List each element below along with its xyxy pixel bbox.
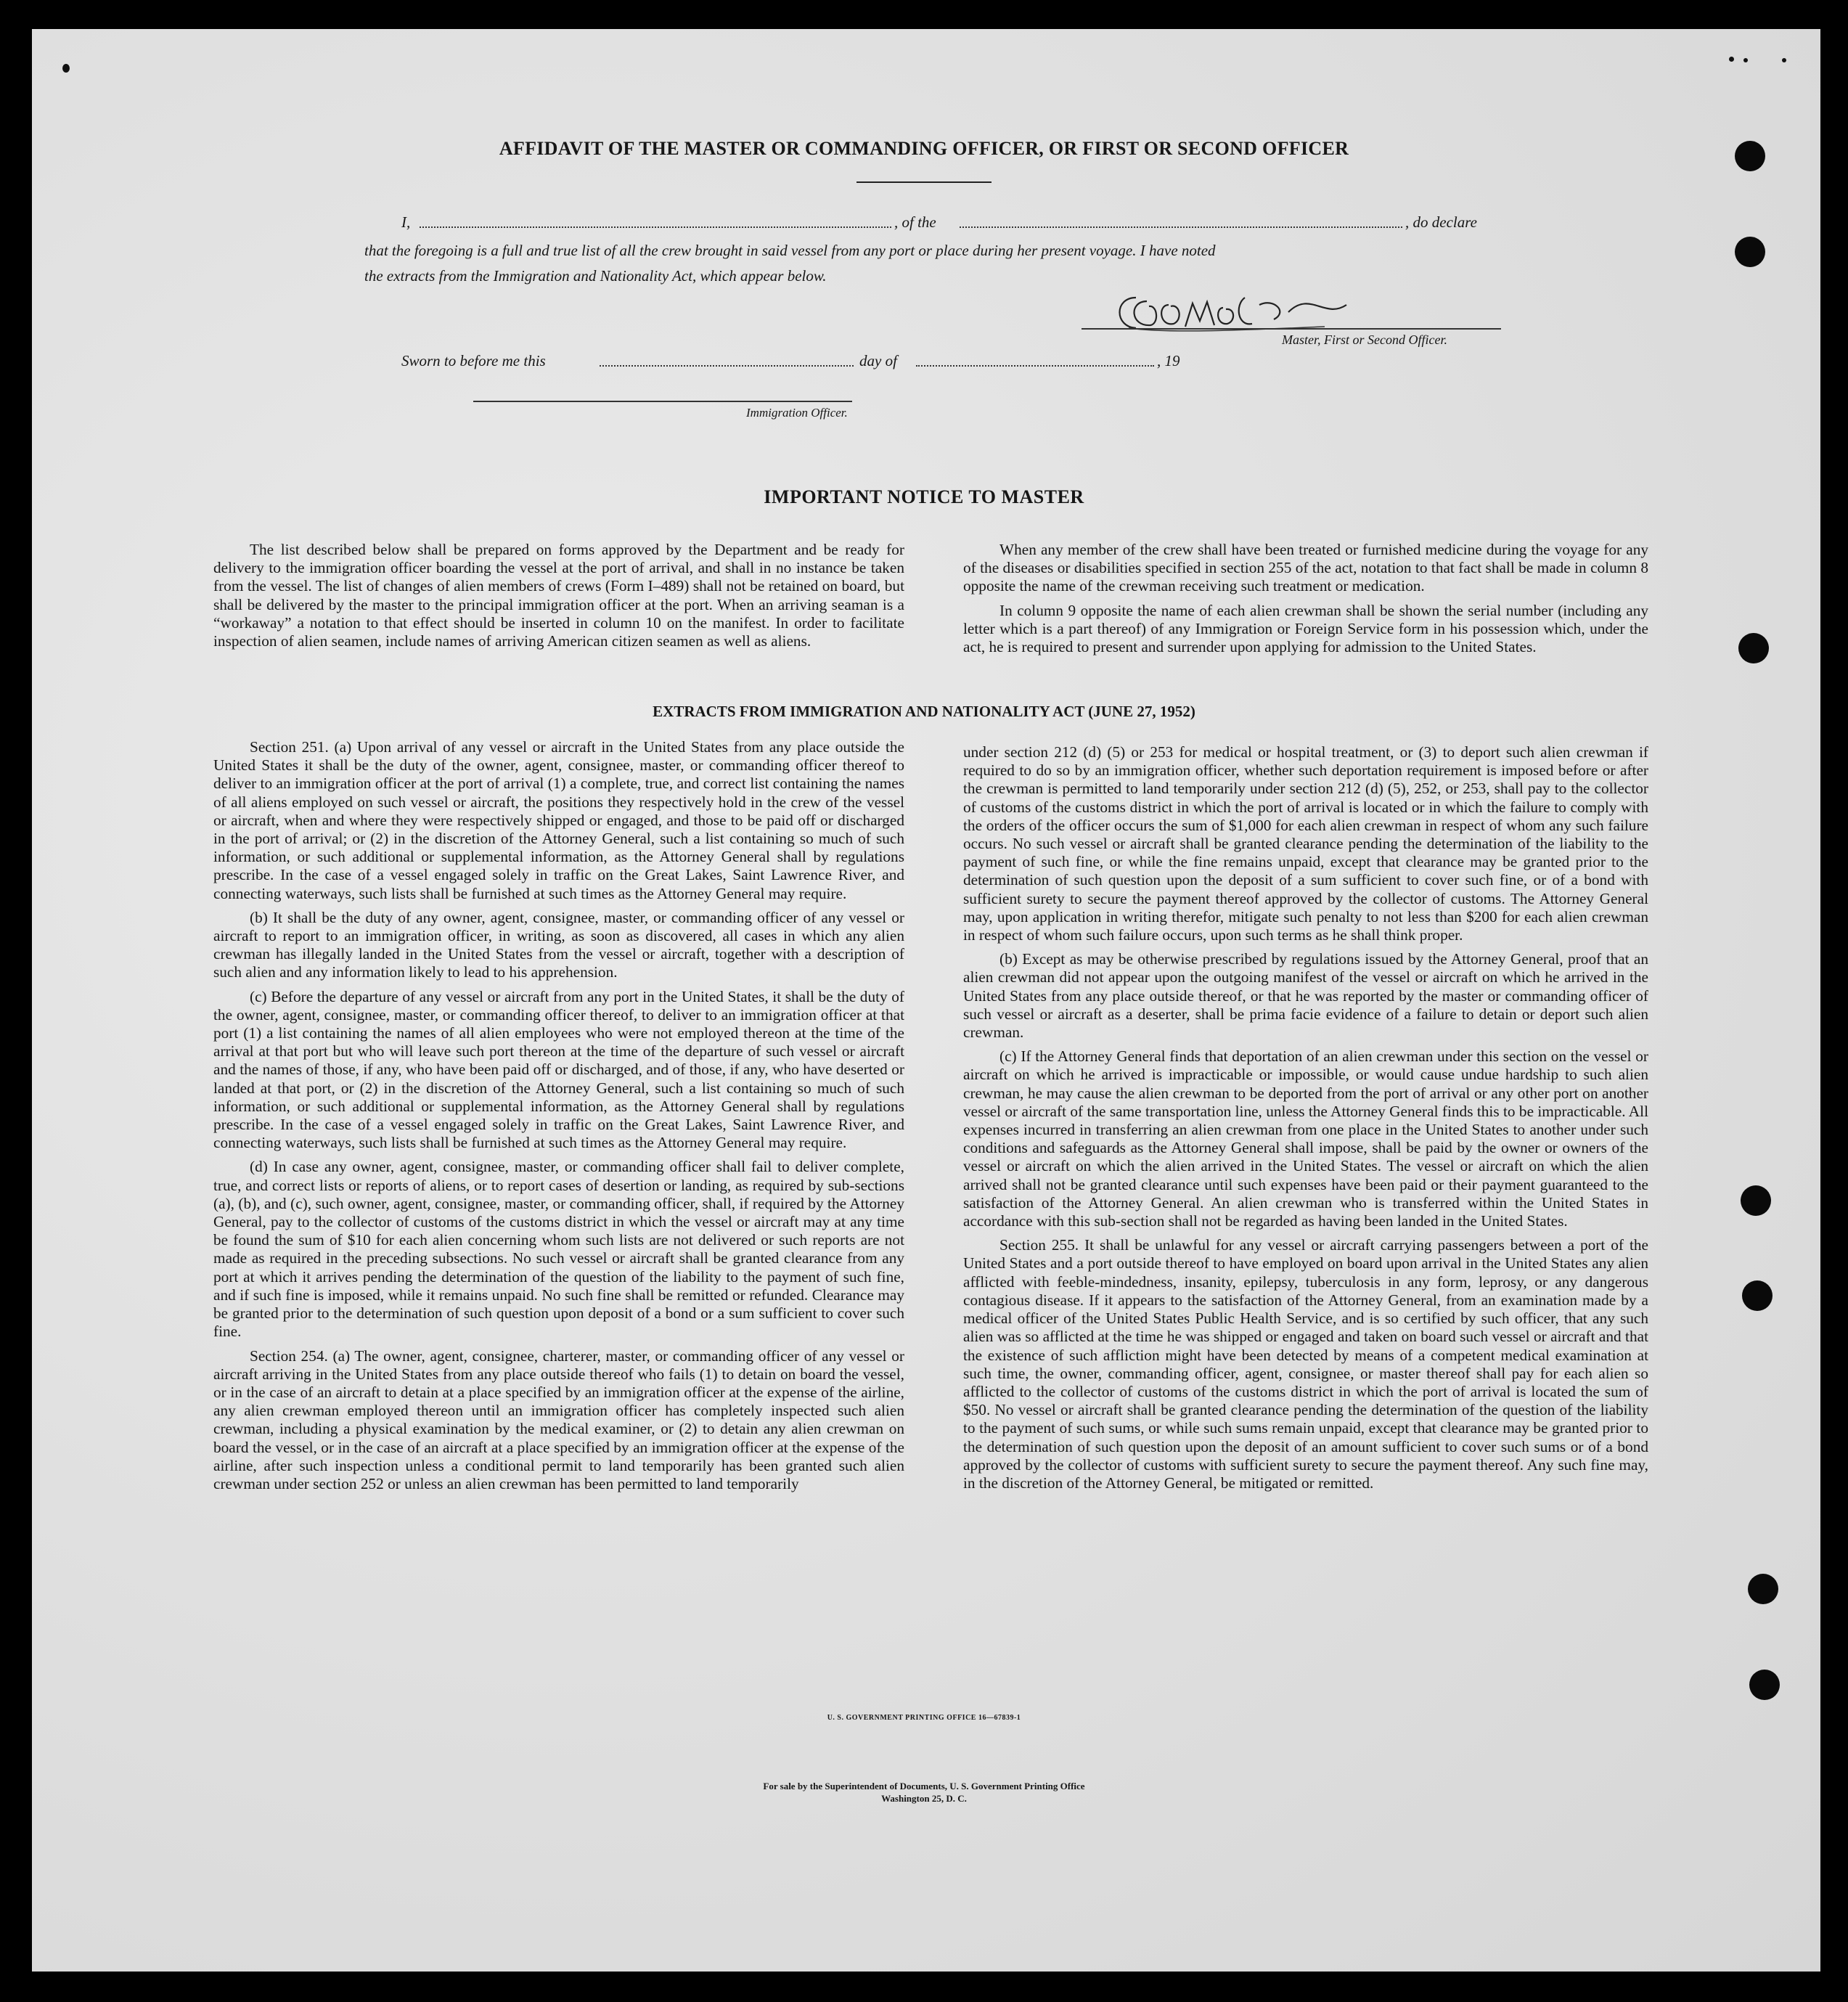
gpo-imprint: U. S. GOVERNMENT PRINTING OFFICE 16—67839-1 xyxy=(827,1714,1021,1722)
sale-notice: For sale by the Superintendent of Documents, U. S. Government Printing Office xyxy=(763,1781,1085,1791)
extracts-right-column xyxy=(963,743,1648,1498)
declarant-name-line xyxy=(420,226,891,228)
notice-paragraph: When any member of the crew shall have been treated or furnished medicine during the voyage for any of the diseases or disabilities specified in section 255 of the act, notation to that fact shall be made in column 8 opposite the name of the crewman receiving such treatment or medication. xyxy=(963,541,1648,595)
notice-left-column xyxy=(213,541,904,656)
declaration-i: I, xyxy=(401,213,411,231)
extract-paragraph: Section 251. (a) Upon arrival of any vessel or aircraft in the United States from any place outside the United States it shall be the duty of the owner, agent, consignee, master, or commanding officer thereof to deliver to an immigration officer at the port of arrival (1) a complete, true, and correct list containing the names of all aliens employed on such vessel or aircraft, the positions they respectively hold in the crew of the vessel or aircraft, when and where they were respectively shipped or engaged, and those to be paid off or discharged in the port of arrival; or (2) in the discretion of the Attorney General, such a list containing so much of such information, or such additional or supplemental information, as the Attorney General shall by regulations prescribe. In the case of a vessel engaged solely in traffic on the Great Lakes, Saint Lawrence River, and connecting waterways, such lists shall be furnished at such times as the Attorney General may require. xyxy=(213,738,904,902)
extract-paragraph: (c) If the Attorney General finds that deportation of an alien crewman under this section on the vessel or aircraft on which he arrived is impracticable or impossible, or would cause undue hardship to such alien crewman, he may cause the alien crewman to be deported from the port of arrival or any other port on another vessel or aircraft of the same transportation line, unless the Attorney General finds this to be impracticable. All expenses incurred in transferring an alien crewman from one place in the United States to another under such conditions and safeguards as the Attorney General shall impose, shall be paid by the owner or owners of the vessel or aircraft on which the alien arrived in the United States. The vessel or aircraft on which the alien arrived shall not be granted clearance until such expenses have been paid or their payment guaranteed to the satisfaction of the Attorney General. An alien crewman who is transferred within the United States in accordance with this sub-section shall not be regarded as having been landed in the United States. xyxy=(963,1047,1648,1230)
declaration-text-2: the extracts from the Immigration and Nationality Act, which appear below. xyxy=(364,267,827,285)
binder-hole xyxy=(1735,237,1765,267)
extract-paragraph: Section 254. (a) The owner, agent, consignee, charterer, master, or commanding officer of any vessel or aircraft arriving in the United States from any place outside thereof who fails (1) to detain on board the vessel, or in the case of an aircraft to detain at a place specified by an immigration officer at the expense of the airline, any alien crewman employed thereon until an immigration officer has completely inspected such alien crewman, including a physical examination by the medical examiner, or (2) to detain any alien crewman on board the vessel, or in the case of an aircraft at a place specified by an immigration officer at the expense of the airline, after such inspection unless a conditional permit to land temporarily has been granted such alien crewman under section 252 or unless an alien crewman has been permitted to land temporarily xyxy=(213,1347,904,1492)
notice-title: IMPORTANT NOTICE TO MASTER xyxy=(764,486,1084,507)
declaration-text: that the foregoing is a full and true list of all the crew brought in said vessel from any port or place during her present voyage. I have noted xyxy=(364,242,1216,259)
extract-paragraph: (b) Except as may be otherwise prescribed by regulations issued by the Attorney General, proof that an alien crewman did not appear upon the outgoing manifest of the vessel or aircraft on which he arrived in the United States from any place outside thereof, or that he was reported by the master or commanding officer of such vessel or aircraft as a deserter, shall be prima facie evidence of a failure to detain or deport such alien crewman. xyxy=(963,950,1648,1042)
affidavit-title: AFFIDAVIT OF THE MASTER OR COMMANDING OFFICER, OR FIRST OR SECOND OFFICER xyxy=(499,138,1349,159)
binder-hole xyxy=(1741,1185,1771,1216)
binder-hole xyxy=(1749,1670,1780,1700)
sworn-day-line xyxy=(600,365,854,367)
scan-speck xyxy=(62,64,70,73)
vessel-name-line xyxy=(960,226,1402,228)
sale-notice-city: Washington 25, D. C. xyxy=(881,1793,967,1804)
sworn-year: , 19 xyxy=(1157,352,1180,369)
declaration-of-the: , of the xyxy=(894,213,936,231)
scan-speck xyxy=(1743,58,1748,62)
extract-paragraph: (b) It shall be the duty of any owner, agent, consignee, master, or commanding officer of any vessel or aircraft to report to an immigration officer, in writing, as soon as discovered, all cases in which any alien crewman has illegally landed in the United States from the vessel or aircraft, together with a description of such alien and any information likely to lead to his apprehension. xyxy=(213,908,904,981)
officer-caption: Immigration Officer. xyxy=(746,406,848,420)
extracts-title: EXTRACTS FROM IMMIGRATION AND NATIONALITY ACT (JUNE 27, 1952) xyxy=(653,703,1195,720)
binder-hole xyxy=(1742,1280,1773,1311)
scan-speck xyxy=(1782,58,1786,62)
extracts-left-column xyxy=(213,738,904,1499)
signature-line xyxy=(1082,328,1501,330)
binder-hole xyxy=(1748,1574,1778,1604)
notice-paragraph: The list described below shall be prepared on forms approved by the Department and be ready for delivery to the immigration officer boarding the vessel at the port of arrival, and shall in no instance be taken from the vessel. The list of changes of alien members of crews (Form I–489) shall not be retained on board, but shall be delivered by the master to the principal immigration officer at the port. When an arriving seaman is a “workaway” a notation to that effect should be inserted in column 10 on the manifest. In order to facilitate inspection of alien seamen, include names of arriving American citizen seamen as well as aliens. xyxy=(213,541,904,650)
title-rule xyxy=(856,181,992,183)
notice-paragraph: In column 9 opposite the name of each alien crewman shall be shown the serial number (including any letter which is a part thereof) of any Immigration or Foreign Service form in his possession which, under the act, he is required to present and surrender upon applying for admission to the United States. xyxy=(963,601,1648,656)
extract-paragraph: Section 255. It shall be unlawful for any vessel or aircraft carrying passengers between a port of the United States and a port outside thereof to have employed on board upon arrival in the United States any alien afflicted with feeble-mindedness, insanity, epilepsy, tuberculosis in any form, leprosy, or any dangerous contagious disease. If it appears to the satisfaction of the Attorney General, from an examination made by a medical officer of the United States Public Health Service, and is so certified by such officer, that any such alien was so afflicted at the time he was shipped or engaged and taken on board such vessel or aircraft and that the existence of such affliction might have been detected by means of a competent medical examination at such time, the owner, commanding officer, agent, consignee, or master thereof shall pay for each alien so afflicted to the collector of customs of the customs district in which the port of arrival is located the sum of $50. No vessel or aircraft shall be granted clearance pending the determination of the question of the liability to the payment of such sums, or while such sums remain unpaid, except that clearance may be granted prior to the determination of such question upon the deposit of an amount sufficient to cover such sums or of a bond approved by the collector of customs with sufficient surety to secure the payment thereof. Any such fine may, in the discretion of the Attorney General, be mitigated or remitted. xyxy=(963,1236,1648,1492)
sworn-month-line xyxy=(916,365,1154,367)
notice-right-column xyxy=(963,541,1648,662)
extract-paragraph: (c) Before the departure of any vessel or aircraft from any port in the United States, it shall be the duty of the owner, agent, consignee, master, or commanding officer thereof, to deliver to an immigration officer at that port (1) a list containing the names of all alien employees who were not employed thereon at the time of the arrival at that port but who will leave such port thereon at the time of the departure of such vessel or aircraft and the names of those, if any, who have been paid off or discharged, and of those, if any, who have deserted or landed at that port, or (2) in the discretion of the Attorney General, such a list containing so much of such information, or such additional or supplemental information, as the Attorney General shall by regulations prescribe. In the case of a vessel engaged solely in traffic on the Great Lakes, Saint Lawrence River, and connecting waterways, such lists shall be furnished at such times as the Attorney General may require. xyxy=(213,987,904,1152)
sworn-day-of: day of xyxy=(859,352,897,369)
sworn-text: Sworn to before me this xyxy=(401,352,546,369)
binder-hole xyxy=(1738,633,1769,663)
master-signature xyxy=(1107,276,1368,341)
signature-caption: Master, First or Second Officer. xyxy=(1282,332,1447,347)
officer-signature-line xyxy=(473,401,852,402)
declaration-do-declare: , do declare xyxy=(1405,213,1477,231)
extract-paragraph: under section 212 (d) (5) or 253 for medical or hospital treatment, or (3) to deport such alien crewman if required to do so by an immigration officer, whether such deportation requirement is imposed before or after the crewman is permitted to land temporarily under section 212 (d) (5), 252, or 253, shall pay to the collector of customs of the customs district in which the port of arrival is located or in which the failure to comply with the orders of the officer occurs the sum of $1,000 for each alien crewman in respect of whom any such failure occurs. No such vessel or aircraft shall be granted clearance pending the determination of the liability to the payment of such fine, or while the fine remains unpaid, except that clearance may be granted prior to the determination of such question upon the deposit of a sum sufficient to cover such fine, or of a bond with sufficient surety to secure the payment thereof approved by the collector of customs. The Attorney General may, upon application in writing therefor, mitigate such penalty to not less than $200 for each alien crewman in respect of whom such failure occurs, upon such terms as he shall think proper. xyxy=(963,743,1648,944)
scan-speck xyxy=(1729,57,1734,62)
extract-paragraph: (d) In case any owner, agent, consignee, master, or commanding officer shall fail to deliver complete, true, and correct lists or reports of aliens, or to report cases of desertion or landing, as required by sub-sections (a), (b), and (c), such owner, agent, consignee, master, or commanding officer, shall, if required by the Attorney General, pay to the collector of customs of the customs district in which the vessel or aircraft may at any time be found the sum of $10 for each alien concerning whom such lists are not delivered or such reports are not made as required in the preceding subsections. No such vessel or aircraft shall be granted clearance from any port at which it arrives pending the determination of the question of the liability to the payment of such fine, and if such fine is imposed, while it remains unpaid. No such fine shall be remitted or refunded. Clearance may be granted prior to the determination of such question upon deposit of a bond or a sum sufficient to cover such fine. xyxy=(213,1158,904,1341)
